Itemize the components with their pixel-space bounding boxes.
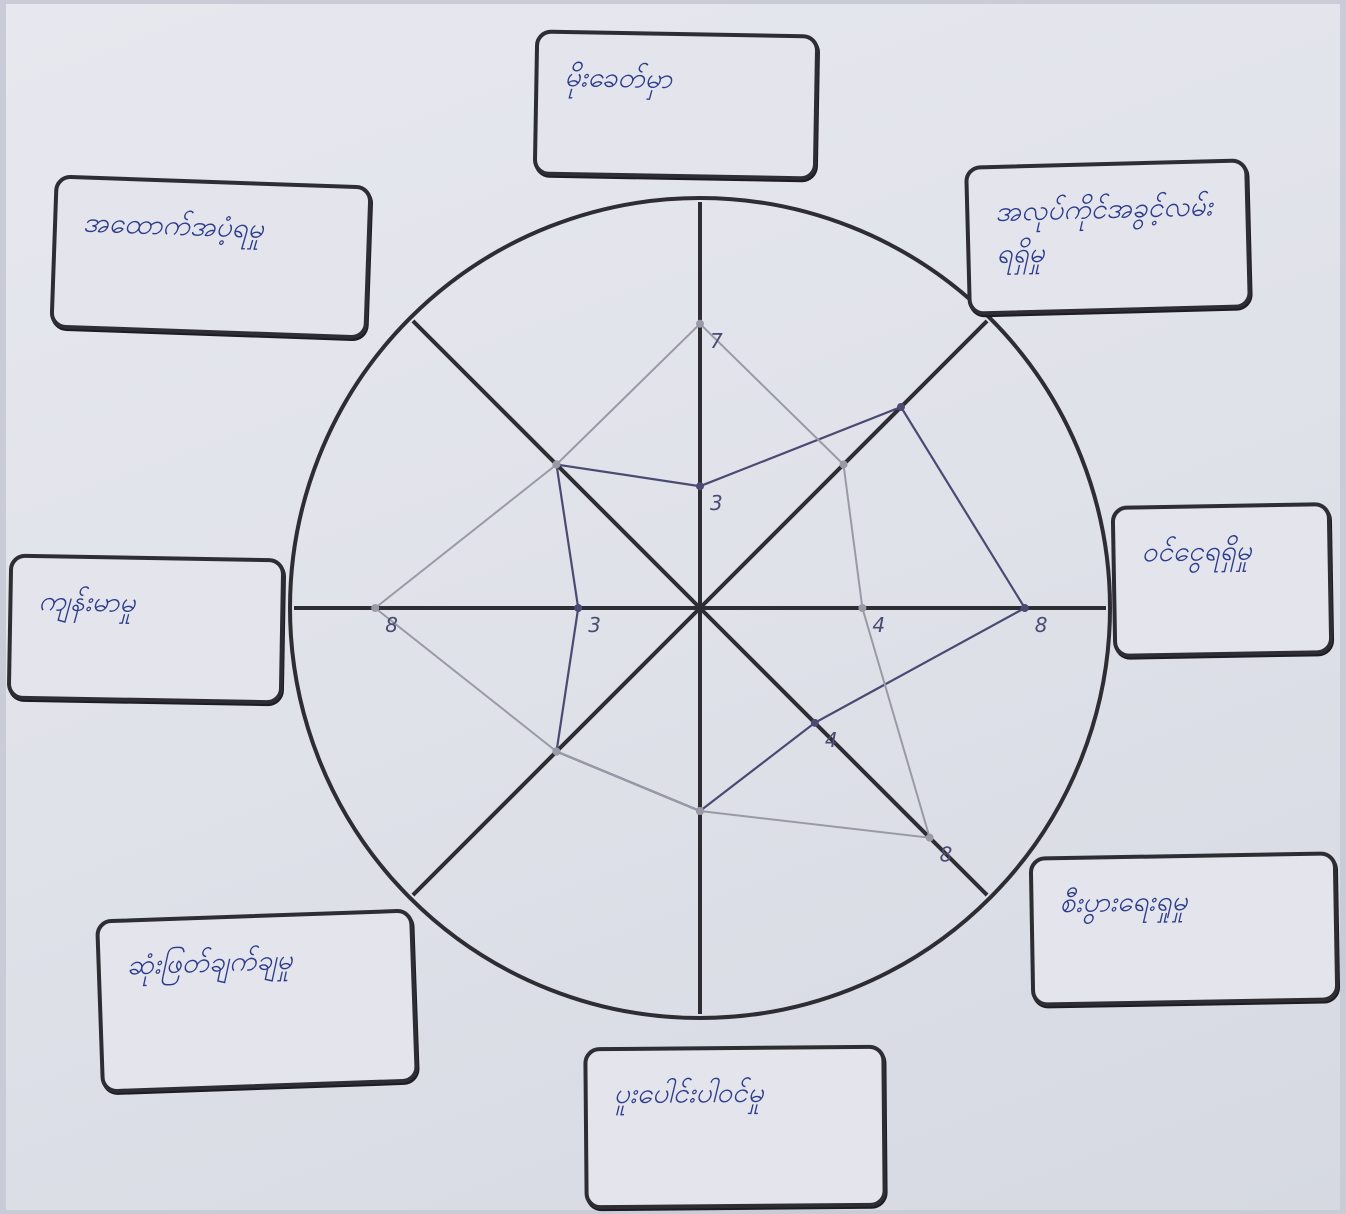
point-label-3: 8	[1034, 613, 1048, 637]
series-2-point-5	[696, 807, 704, 815]
series-1-point-4	[811, 719, 819, 727]
series-1-point-7	[574, 604, 582, 612]
category-box-2	[964, 158, 1252, 315]
series-2-point-7	[371, 604, 379, 612]
series-1-point-3	[1021, 604, 1029, 612]
series-2-point-2	[840, 460, 848, 468]
category-box-5	[583, 1045, 886, 1210]
series-1-point-1	[696, 482, 704, 490]
series-2-point-1	[696, 320, 704, 328]
category-box-7	[7, 554, 286, 705]
category-label-5: ပူးပေါင်းပါဝင်မှု	[613, 1075, 764, 1111]
series-2-line	[375, 324, 930, 838]
category-label-6: ဆုံးဖြတ်ချက်ချမှု	[126, 942, 294, 982]
point-label-6: 8	[939, 842, 953, 867]
series-2-point-6	[552, 748, 560, 756]
series-1-point-2	[897, 403, 905, 411]
category-label-3: ဝင်ငွေရရှိမှု	[1141, 533, 1252, 569]
category-box-4	[1029, 851, 1340, 1006]
category-label-7: ကျန်းမာမှု	[38, 584, 136, 619]
point-label-7: 3	[588, 613, 601, 637]
point-label-8: 8	[385, 613, 398, 637]
point-label-2: 3	[710, 491, 723, 516]
category-label-4: စီးပွားရေးရှုမှု	[1059, 883, 1188, 920]
category-label-8: အထောက်အပံ့ရမှု	[82, 205, 265, 245]
point-label-5: 4	[824, 727, 838, 752]
category-box-6	[95, 909, 419, 1094]
category-box-8	[49, 174, 372, 339]
series-2-point-4	[926, 834, 934, 842]
category-label-1: မိုးခေတ်မှာ	[564, 60, 673, 95]
category-box-3	[1111, 502, 1334, 658]
series-2-point-8	[552, 460, 560, 468]
point-label-1: 7	[710, 328, 723, 353]
series-2-point-3	[858, 604, 866, 612]
point-label-4: 4	[872, 613, 886, 637]
category-label-2: အလုပ်ကိုင်အခွင့်လမ်းရရှိမှု	[994, 189, 1213, 270]
category-box-1	[533, 30, 820, 181]
